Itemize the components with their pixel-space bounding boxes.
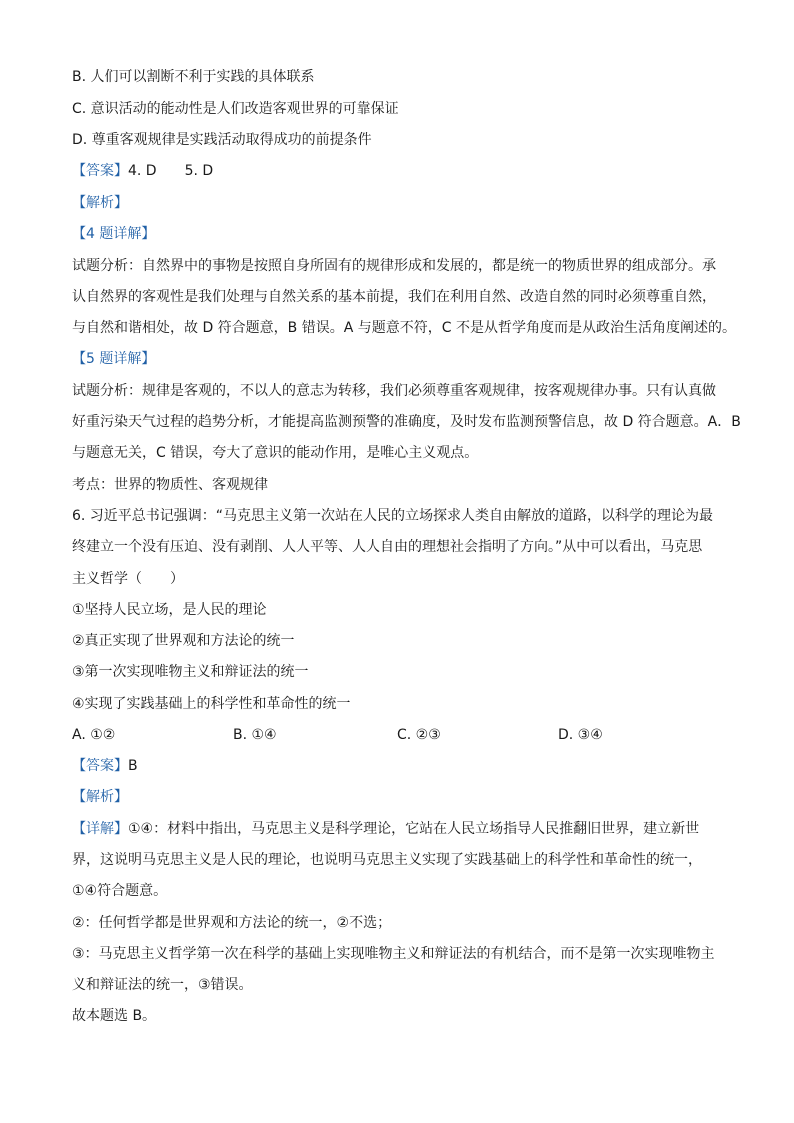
detail-line: ①④符合题意。 — [72, 883, 168, 899]
q6-option-c: C. ②③ — [397, 727, 441, 743]
detail-line — [72, 820, 699, 838]
q6-stem-line: 主义哲学（ ） — [72, 571, 184, 587]
q6-statement-1: ①坚持人民立场，是人民的理论 — [72, 602, 267, 618]
q6-statement-4: ④实现了实践基础上的科学性和革命性的统一 — [72, 696, 351, 712]
q6-stem-line: 终建立一个没有压迫、没有剥削、人人平等、人人自由的理想社会指明了方向。”从中可以看出，马克思 — [72, 539, 703, 555]
q6-stem-line: 6. 习近平总书记强调：“马克思主义第一次站在人民的立场探求人类自由解放的道路，以科学的理论为最 — [72, 508, 714, 524]
q4-detail-heading: 【4 题详解】 — [72, 226, 156, 242]
detail-line: ③：马克思主义哲学第一次在科学的基础上实现唯物主义和辩证法的有机结合，而不是第一次实现唯物主 — [72, 946, 715, 962]
detail-line: 界，这说明马克思主义是人民的理论，也说明马克思主义实现了实践基础上的科学性和革命性的统一， — [72, 852, 702, 868]
q5-detail-line: 与题意无关，C 错误，夸大了意识的能动作用，是唯心主义观点。 — [72, 445, 479, 461]
q6-option-d: D. ③④ — [558, 727, 603, 743]
q6-option-a: A. ①② — [72, 727, 116, 743]
q6-statement-3: ③第一次实现唯物主义和辩证法的统一 — [72, 664, 309, 680]
q5-detail-heading: 【5 题详解】 — [72, 351, 156, 367]
detail-line: ②：任何哲学都是世界观和方法论的统一，②不选； — [72, 915, 392, 931]
detail-line: 义和辩证法的统一，③错误。 — [72, 977, 253, 993]
q4-detail-line: 与自然和谐相处，故 D 符合题意，B 错误。A 与题意不符，C 不是从哲学角度而是从政治生活角度阐述的。 — [72, 320, 736, 336]
detail-label: 【详解】 — [72, 821, 128, 837]
answer-label: 【答案】 — [72, 758, 128, 774]
q6-statement-2: ②真正实现了世界观和方法论的统一 — [72, 633, 295, 649]
q5-key-point: 考点：世界的物质性、客观规律 — [72, 477, 268, 493]
analysis-label: 【解析】 — [72, 195, 128, 211]
option-c: C. 意识活动的能动性是人们改造客观世界的可靠保证 — [72, 101, 399, 117]
option-d: D. 尊重客观规律是实践活动取得成功的前提条件 — [72, 132, 372, 148]
q5-detail-line: 试题分析：规律是客观的，不以人的意志为转移，我们必须尊重客观规律，按客观规律办事。只有认真做 — [72, 383, 716, 399]
detail-conclusion: 故本题选 B。 — [72, 1008, 157, 1024]
q4-detail-line: 认自然界的客观性是我们处理与自然关系的基本前提，我们在利用自然、改造自然的同时必须尊重自然， — [72, 289, 716, 305]
answer-text: 4. D 5. D — [128, 163, 214, 179]
q4-detail-line: 试题分析：自然界中的事物是按照自身所固有的规律形成和发展的，都是统一的物质世界的组成部分。承 — [72, 258, 716, 274]
answer-label: 【答案】 — [72, 163, 128, 179]
answer-row — [72, 757, 138, 775]
detail-text: ①④：材料中指出，马克思主义是科学理论，它站在人民立场指导人民推翻旧世界，建立新世 — [128, 821, 700, 837]
option-b: B. 人们可以割断不利于实践的具体联系 — [72, 69, 315, 85]
q5-detail-line: 好重污染天气过程的趋势分析，才能提高监测预警的准确度，及时发布监测预警信息，故 D 符合题意。A．B — [72, 414, 741, 430]
answer-row — [72, 162, 213, 180]
q6-option-b: B. ①④ — [233, 727, 277, 743]
answer-text: B — [128, 758, 138, 774]
analysis-label: 【解析】 — [72, 789, 128, 805]
